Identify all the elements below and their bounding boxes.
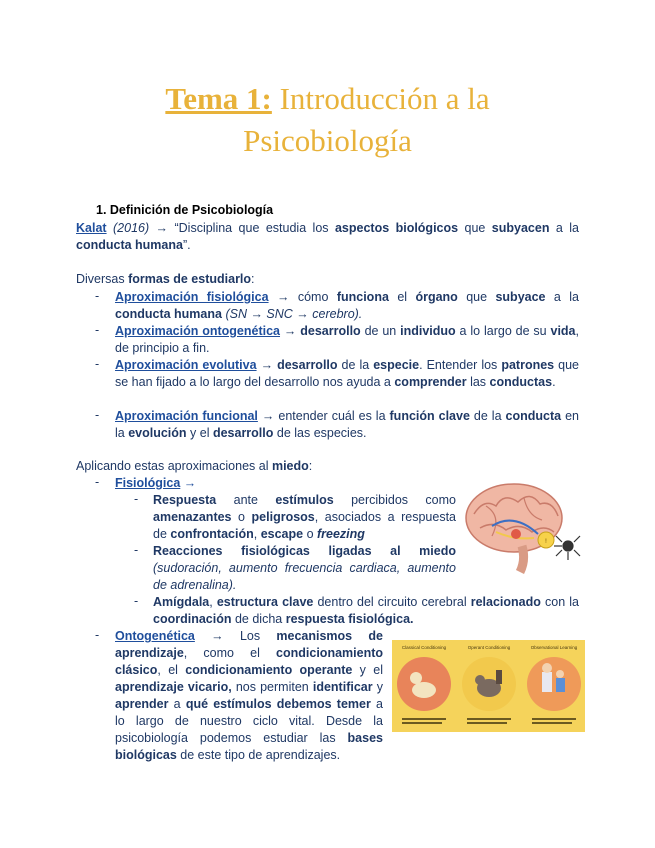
bold-text: aprendizaje vicario, [115,680,232,694]
text: de la [469,409,506,423]
definition-paragraph [76,220,579,254]
text: a [168,697,186,711]
approach-link[interactable]: Aproximación fisiológica [115,290,269,304]
bold-text: Amígdala [153,595,210,609]
bullet-dash: - [95,323,100,337]
text: las [466,375,490,389]
bold-text: miedo [271,459,309,473]
text: → Los [194,629,277,643]
panel-title-operant: Operant Conditioning [467,645,511,650]
text: nos permiten [231,680,313,694]
bold-text: vida [550,324,576,338]
italic-text: (SN → SNC → cerebro). [225,307,363,321]
arrow-text: → [180,476,197,490]
conditioning-illustration [392,640,585,732]
bold-text: peligrosos [251,510,315,524]
bold-text: → desarrollo [280,324,361,338]
bold-text: subyace [495,290,546,304]
bold-text: Reacciones fisiológicas ligadas al miedo [153,544,456,558]
text: con la [540,595,579,609]
bold-text: comprender [394,375,467,389]
approach-link[interactable]: Aproximación funcional [115,409,258,423]
bold-text: patrones [501,358,555,372]
bold-text: especie [373,358,420,372]
text: , el [157,663,186,677]
bold-text: estructura clave [216,595,314,609]
bold-text: estímulos [275,493,334,507]
text: dentro del circuito cerebral [313,595,471,609]
bold-text: evolución [128,426,187,440]
panel-title-classical: Classical Conditioning [401,645,447,650]
bold-text: identificar [312,680,373,694]
bold-text: condicionamiento clásico [115,646,383,677]
def-text: que [458,221,492,235]
text: de la [337,358,374,372]
ontogenetica-link[interactable]: Ontogenética [115,629,195,643]
text: de las especies. [273,426,367,440]
title-topic-name: Introducción a la [271,81,490,116]
panel-title-observational: Observational Learning [530,645,578,650]
text: percibidos como [333,493,456,507]
bold-text: condicionamiento operante [185,663,353,677]
text: Diversas [76,272,129,286]
bold-text: coordinación [153,612,232,626]
text: ante [216,493,276,507]
bold-text: conductas [489,375,553,389]
bold-text: individuo [400,324,456,338]
text: , como el [183,646,277,660]
bullet-dash: - [95,628,100,642]
bold-text: desarrollo [212,426,274,440]
text: de dicha [231,612,286,626]
def-bold: conducta humana [76,238,183,252]
section-heading: 1. Definición de Psicobiología [96,203,274,217]
bullet-dash: - [95,475,100,489]
list-item [115,289,579,323]
text: y el [352,663,383,677]
title-topic-number: Tema 1: [165,81,272,116]
fisiologica-link[interactable]: Fisiológica [115,476,181,490]
conditioning-panels [392,640,585,732]
bold-text: funciona [336,290,389,304]
list-item [115,408,579,442]
bold-text: qué estímulos debemos temer [185,697,371,711]
page-title-line1 [0,80,655,118]
text: el [388,290,416,304]
bold-text: mecanismos de aprendizaje [115,629,383,660]
sub-list-item [153,492,456,543]
bullet-dash: - [134,543,139,557]
text: → entender cuál es la [257,409,390,423]
brain-illustration [462,476,584,574]
bullet-dash: - [134,594,139,608]
text: y [372,680,383,694]
bold-text: amenazantes [153,510,232,524]
text: a la [545,290,579,304]
forms-intro [76,271,579,288]
text: , de principio a fin. [115,324,579,355]
def-bold: subyacen [491,221,550,235]
text: que se han fijado a lo largo del desarrollo nos ayuda a [115,358,579,389]
text: . Entender los [419,358,502,372]
bold-text: función clave [389,409,470,423]
list-item [115,357,579,391]
def-text: ”. [182,238,191,252]
text: , asociados a respuesta de [153,510,456,541]
def-year: (2016) [106,221,150,235]
def-bold: aspectos biológicos [334,221,459,235]
bold-text: órgano [415,290,458,304]
sub-list-item [153,543,456,594]
text: : [251,272,255,286]
page-title-line2: Psicobiología [243,123,412,158]
text: que [457,290,496,304]
text: de un [360,324,401,338]
bold-text: conducta humana [115,307,222,321]
bold-text: confrontación [170,527,254,541]
approach-link[interactable]: Aproximación ontogenética [115,324,281,338]
fear-intro [76,458,579,475]
bold-text: relacionado [470,595,541,609]
text: o [231,510,252,524]
bullet-dash: - [95,357,100,371]
text: a lo largo de su [455,324,551,338]
text: , [209,595,217,609]
text: , [253,527,261,541]
bold-text: aprender [115,697,169,711]
bold-text: respuesta fisiológica. [285,612,414,626]
text: a lo largo de nuestro ciclo vital. Desde la psicobiología podemos estudiar las [115,697,383,745]
sub-list-item [153,594,579,628]
text: : [308,459,313,473]
bold-text: formas de estudiarlo [128,272,252,286]
text: y el [186,426,213,440]
list-item [115,323,579,357]
bold-text: bases biológicas [115,731,383,762]
bold-italic-text: freezing [317,527,365,541]
bullet-dash: - [95,408,100,422]
ontogenetica-item [115,628,383,764]
bullet-dash: - [95,289,100,303]
bold-text: conducta [505,409,562,423]
bold-text: Respuesta [153,493,217,507]
bold-text: → desarrollo [256,358,338,372]
text: → cómo [268,290,337,304]
text: en la [115,409,579,440]
def-text: → “Disciplina que estudia los [149,221,335,235]
bullet-dash: - [134,492,139,506]
bold-text: escape [260,527,304,541]
author-link[interactable]: Kalat [76,221,107,235]
approach-link[interactable]: Aproximación evolutiva [115,358,257,372]
text: de este tipo de aprendizajes. [176,748,341,762]
text: o [303,527,317,541]
italic-text: (sudoración, aumento frecuencia cardiaca, aumento de adrenalina). [153,561,456,592]
text: Aplicando estas aproximaciones al [76,459,272,473]
text: . [552,375,556,389]
def-text: a la [549,221,579,235]
svg-text:!: ! [545,539,547,545]
